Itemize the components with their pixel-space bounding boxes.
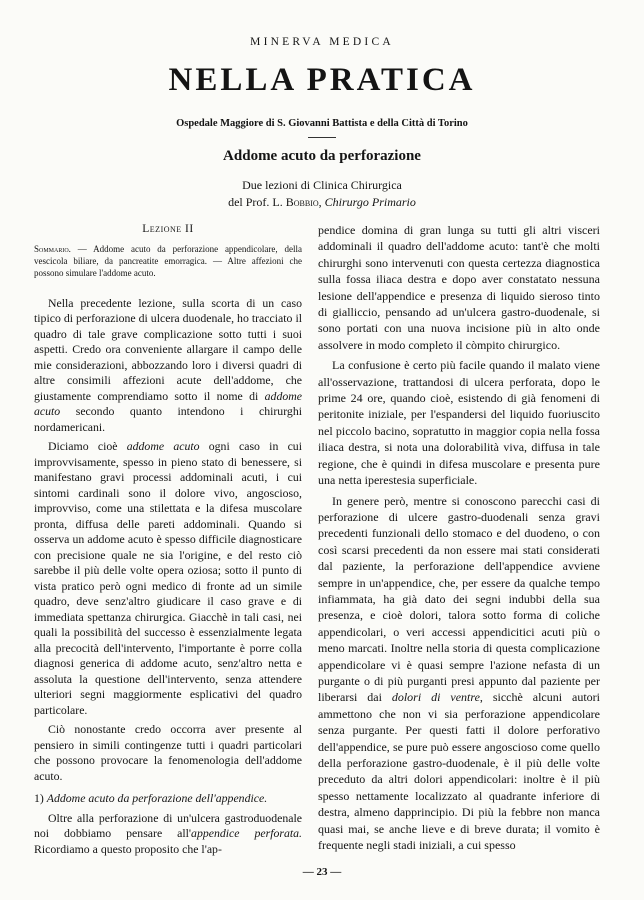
paragraph <box>34 439 302 718</box>
author-role: Chirurgo Primario <box>324 195 416 209</box>
text-run: Oltre alla perforazione di un'ulcera gastroduodenale noi dobbiamo pensare all' <box>34 810 302 840</box>
text-run: In genere però, mentre si conoscono parecchi casi di perforazione di ulcere gastro-duodenali senza gravi precedenti funzionali dello stomaco e del duodeno, o con così scarsi precedenti da non essere mai stati considerati dal paziente, la perforazione dell'appendice avviene sempre in un'appendice, che, per essere da qualche tempo infiammata, ha già dato dei segni indubbi della sua presenza, e cioè dolori, talora sotto forma di coliche appendicolari, o veri accessi appendicitici acuti più o meno marcati. Inoltre nella storia di questa complicazione appendicolare vi è quasi sempre l'azione nefasta di un purgante o di più purganti presi appunto dal paziente per liberarsi dai <box>318 493 600 705</box>
emphasis: addome acuto <box>34 388 302 418</box>
summary <box>34 243 302 279</box>
lesson-heading: Lezione II <box>142 223 194 235</box>
emphasis: dolori di ventre <box>391 690 480 705</box>
subsection-title: Addome acuto da perforazione dell'appendice. <box>46 791 268 805</box>
paragraph: pendice domina di gran lunga su tutti gli altri visceri addominali il quadro dell'addome acuto: tant'è che molti chirurghi sono intervenuti con questa certezza diagnostica sulla fossa iliaca destra e dopo aver constatato nessuna lesione dell'appendice e presenza di liquido sieroso tinto di gialliccio, pensando ad un'ulcera gastro-duodenale, si sono portati con una nuova incisione più in alto onde assolvere in modo completo il còmpito chirurgico. <box>318 223 600 352</box>
text-run: , sicchè alcuni autori ammettono che non vi sia perforazione appendicolare senza purgante. Per questi fatti il dolore perforativo dell'appendice, se pure può essere angoscioso come quello della perforazione gastro-duodenale, è il più delle volte preceduto da altri dolori appendicolari: inoltre è il più spesso nettamente localizzato al quadrante inferiore di destra, almeno dapprincipio. Di più la febbre non manca quasi mai, se anche lieve e di breve durata; il vomito è frequente negli stadi iniziali, a cui spesso <box>318 690 601 853</box>
journal-name: MINERVA MEDICA <box>250 36 394 48</box>
byline <box>0 177 644 211</box>
author-separator: , <box>318 195 325 209</box>
text-run: Nella precedente lezione, sulla scorta di un caso tipico di perforazione di ulcera duodenale, ho tracciato il quadro di tale grave complicazione sotto tutti i suoi aspetti. Credo ora conveniente allargare il campo delle mie considerazioni, abbozzando loro i diversi quadri di altre consimili affezioni acute dell'addome, che giustamente comprendiamo sotto il nome di <box>34 295 302 403</box>
text-run: Diciamo cioè <box>48 439 127 453</box>
subsection-heading <box>34 791 302 807</box>
paragraph <box>318 493 600 854</box>
subsection-number: 1) <box>34 791 47 805</box>
left-column <box>34 222 302 857</box>
section-title: NELLA PRATICA <box>168 62 476 98</box>
hospital-line: Ospedale Maggiore di S. Giovanni Battista e della Città di Torino <box>176 118 468 129</box>
divider-rule <box>308 137 336 138</box>
paragraph <box>34 811 302 858</box>
emphasis: addome acuto <box>126 439 200 453</box>
author-name: L. Bobbio <box>272 195 319 209</box>
text-run: Ricordiamo a questo proposito che l'ap- <box>34 841 222 856</box>
text-run: secondo quanto intendono i chirurghi nordamericani. <box>34 404 302 434</box>
author-prefix: del Prof. <box>228 195 273 209</box>
page-number: — 23 — <box>302 866 342 878</box>
paragraph <box>34 296 302 436</box>
summary-label: Sommario. <box>34 243 71 254</box>
author-line <box>0 194 644 211</box>
paragraph: La confusione è certo più facile quando il malato viene all'osservazione, trattandosi di ulcera perforata, dopo le prime 24 ore, quando cioè, esistendo di già fenomeni di peritonite iniziale, per l'espandersi del liquido fuoriuscito nel piccolo bacino, sopratutto in maggior copia nella fossa iliaca destra, si nota una dolorabilità viva, diffusa in tale regione, che è quindi in difesa muscolare e presenta pure una netta iperestesia superficiale. <box>318 358 600 488</box>
emphasis: appendice perforata. <box>191 826 302 840</box>
summary-text: — Addome acuto da perforazione appendicolare, della vescicola biliare, da pancreatite emorragica. — Altre affezioni che possono simulare l'addome acuto. <box>34 243 302 278</box>
article-subtitle: Due lezioni di Clinica Chirurgica <box>242 178 402 192</box>
paragraph: Ciò nonostante credo occorra aver presente al pensiero in simili contingenze tutti i quadri particolari che possono provocare la fenomenologia dell'addome acuto. <box>34 722 302 783</box>
article-title: Addome acuto da perforazione <box>223 148 421 164</box>
right-column <box>318 222 600 853</box>
text-run: ogni caso in cui improvvisamente, spesso in pieno stato di benessere, si manifestano gravi processi addominali acuti, i cui sintomi cardinali sono il dolore vivo, angoscioso, improvviso, come una stilettata e la difesa muscolare pronta, diffusa delle pareti addominali. Quando si osserva un addome acuto è spesso difficile diagnosticare con precisione quale ne sia l'origine, e del resto ciò sarebbe il più delle volte opera oziosa; sotto il punto di vista pratico però ogni medico di fronte ad un simile quadro, deve senz'altro giudicare il caso grave e di immediata spettanza chirurgica. Giacchè in tali casi, nei quali la possibilità del successo è essenzialmente legata alla precocità dell'intervento, l'importante è porre colla diagnosi generica di addome acuto, senz'altro netta e assoluta la questione dell'intervento, senza attendere ulteriori segni maggiormente esplicativi del quadro particolare. <box>34 439 302 717</box>
